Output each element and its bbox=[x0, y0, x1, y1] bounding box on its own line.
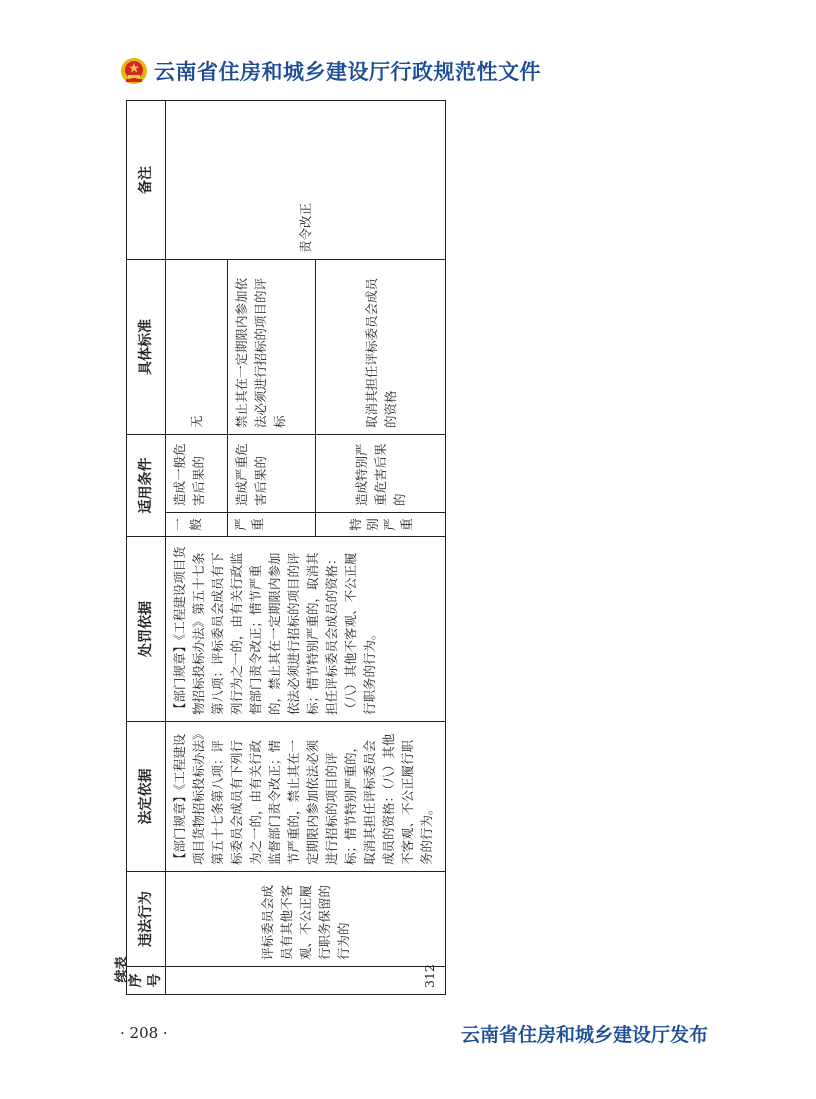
condition-general: 造成一般危害后果的 bbox=[166, 435, 228, 513]
row-act: 评标委员会成员有其他不客观、不公正履行职务保留的行为的 bbox=[166, 872, 446, 967]
standard-serious: 禁止其在一定期限内参加依法必须进行招标的项目的评标 bbox=[228, 260, 316, 435]
level-general: 一般 bbox=[166, 513, 228, 537]
standard-very-serious: 取消其担任评标委员会成员的资格 bbox=[316, 260, 446, 435]
header-remarks: 备注 bbox=[127, 101, 166, 260]
table-header-row bbox=[127, 101, 166, 995]
continued-table-label: 续表 bbox=[114, 956, 130, 983]
row-legal-basis: 【部门规章】《工程建设项目货物招标投标办法》第五十七条第八项：评标委员会成员有下列行为之一的，由有关行政监督部门责令改正；情节严重的，禁止其在一定期限内参加依法必须进行招标的项目的评标；情节特别严重的，取消其担任评标委员会成员的资格：（八）其他不客观、不公正履行职务的行为。 bbox=[166, 722, 446, 872]
table-row bbox=[166, 101, 228, 995]
header-act: 违法行为 bbox=[127, 872, 166, 967]
page-header bbox=[0, 0, 816, 100]
level-very-serious: 特别严重 bbox=[316, 513, 446, 537]
page-number: · 208 · bbox=[120, 1024, 168, 1042]
header-condition: 适用条件 bbox=[127, 435, 166, 537]
header-standard: 具体标准 bbox=[127, 260, 166, 435]
condition-serious: 造成严重危害后果的 bbox=[228, 435, 316, 513]
header-legal-basis: 法定依据 bbox=[127, 722, 166, 872]
header-number: 序号 bbox=[127, 967, 166, 995]
national-emblem-icon bbox=[120, 57, 148, 85]
header-penalty-basis: 处罚依据 bbox=[127, 537, 166, 722]
document-series-title: 云南省住房和城乡建设厅行政规范性文件 bbox=[154, 60, 541, 84]
row-remarks: 责令改正 bbox=[166, 101, 446, 260]
publisher-label: 云南省住房和城乡建设厅发布 bbox=[460, 1024, 708, 1046]
level-serious: 严重 bbox=[228, 513, 316, 537]
penalty-standard-table bbox=[126, 100, 446, 995]
row-number: 312 bbox=[166, 967, 446, 995]
condition-very-serious: 造成特别严重危害后果的 bbox=[316, 435, 446, 513]
row-penalty-basis: 【部门规章】《工程建设项目货物招标投标办法》第五十七条第八项：评标委员会成员有下列行为之一的，由有关行政监督部门责令改正；情节严重的，禁止其在一定期限内参加依法必须进行招标的项目的评标；情节特别严重的，取消其担任评标委员会成员的资格：（八）其他不客观、不公正履行职务的行为。 bbox=[166, 537, 446, 722]
rotated-table-container bbox=[126, 100, 446, 995]
standard-general: 无 bbox=[166, 260, 228, 435]
